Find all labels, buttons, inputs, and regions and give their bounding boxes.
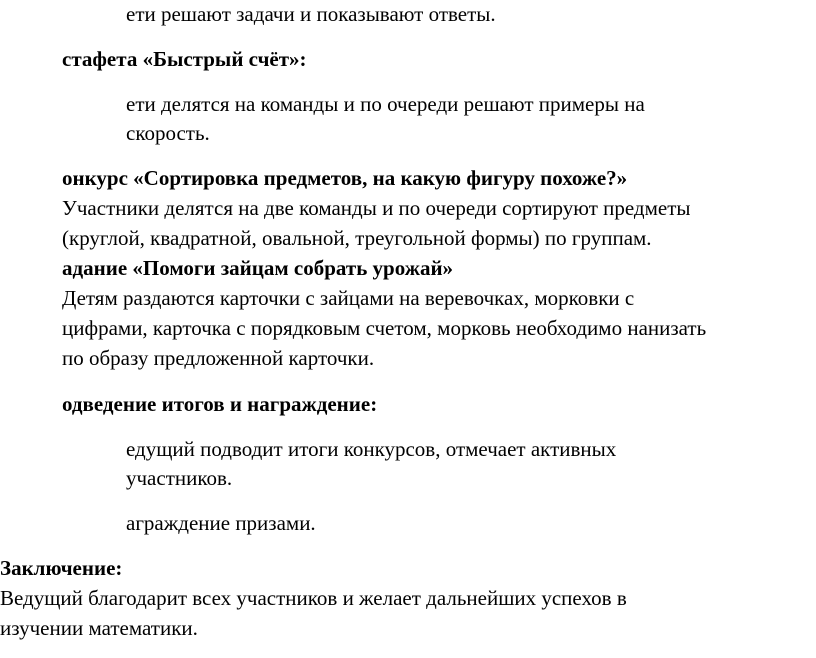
- text-line: (круглой, квадратной, овальной, треугольной формы) по группам.: [62, 226, 652, 250]
- section-heading: одведение итогов и награждение:: [62, 392, 378, 416]
- text-line: Ведущий благодарит всех участников и желает дальнейших успехов в: [0, 586, 627, 610]
- section-heading: стафета «Быстрый счёт»:: [62, 47, 307, 71]
- text-line: изучении математики.: [0, 616, 198, 640]
- section-heading: адание «Помоги зайцам собрать урожай»: [62, 256, 454, 280]
- text-line: цифрами, карточка с порядковым счетом, морковь необходимо нанизать: [62, 316, 707, 340]
- text-line: едущий подводит итоги конкурсов, отмечает активных: [126, 437, 617, 461]
- text-line: участников.: [126, 466, 233, 490]
- text-line: ети делятся на команды и по очереди решают примеры на: [126, 92, 645, 116]
- text-line: скорость.: [126, 121, 210, 145]
- text-line: аграждение призами.: [126, 511, 316, 535]
- text-line: Детям раздаются карточки с зайцами на веревочках, морковки с: [62, 286, 635, 310]
- text-line: по образу предложенной карточки.: [62, 346, 375, 370]
- section-heading: онкурс «Сортировка предметов, на какую фигуру похоже?»: [62, 166, 628, 190]
- section-heading: Заключение:: [0, 556, 123, 580]
- text-line: Участники делятся на две команды и по очереди сортируют предметы: [62, 196, 691, 220]
- text-line: ети решают задачи и показывают ответы.: [126, 2, 496, 26]
